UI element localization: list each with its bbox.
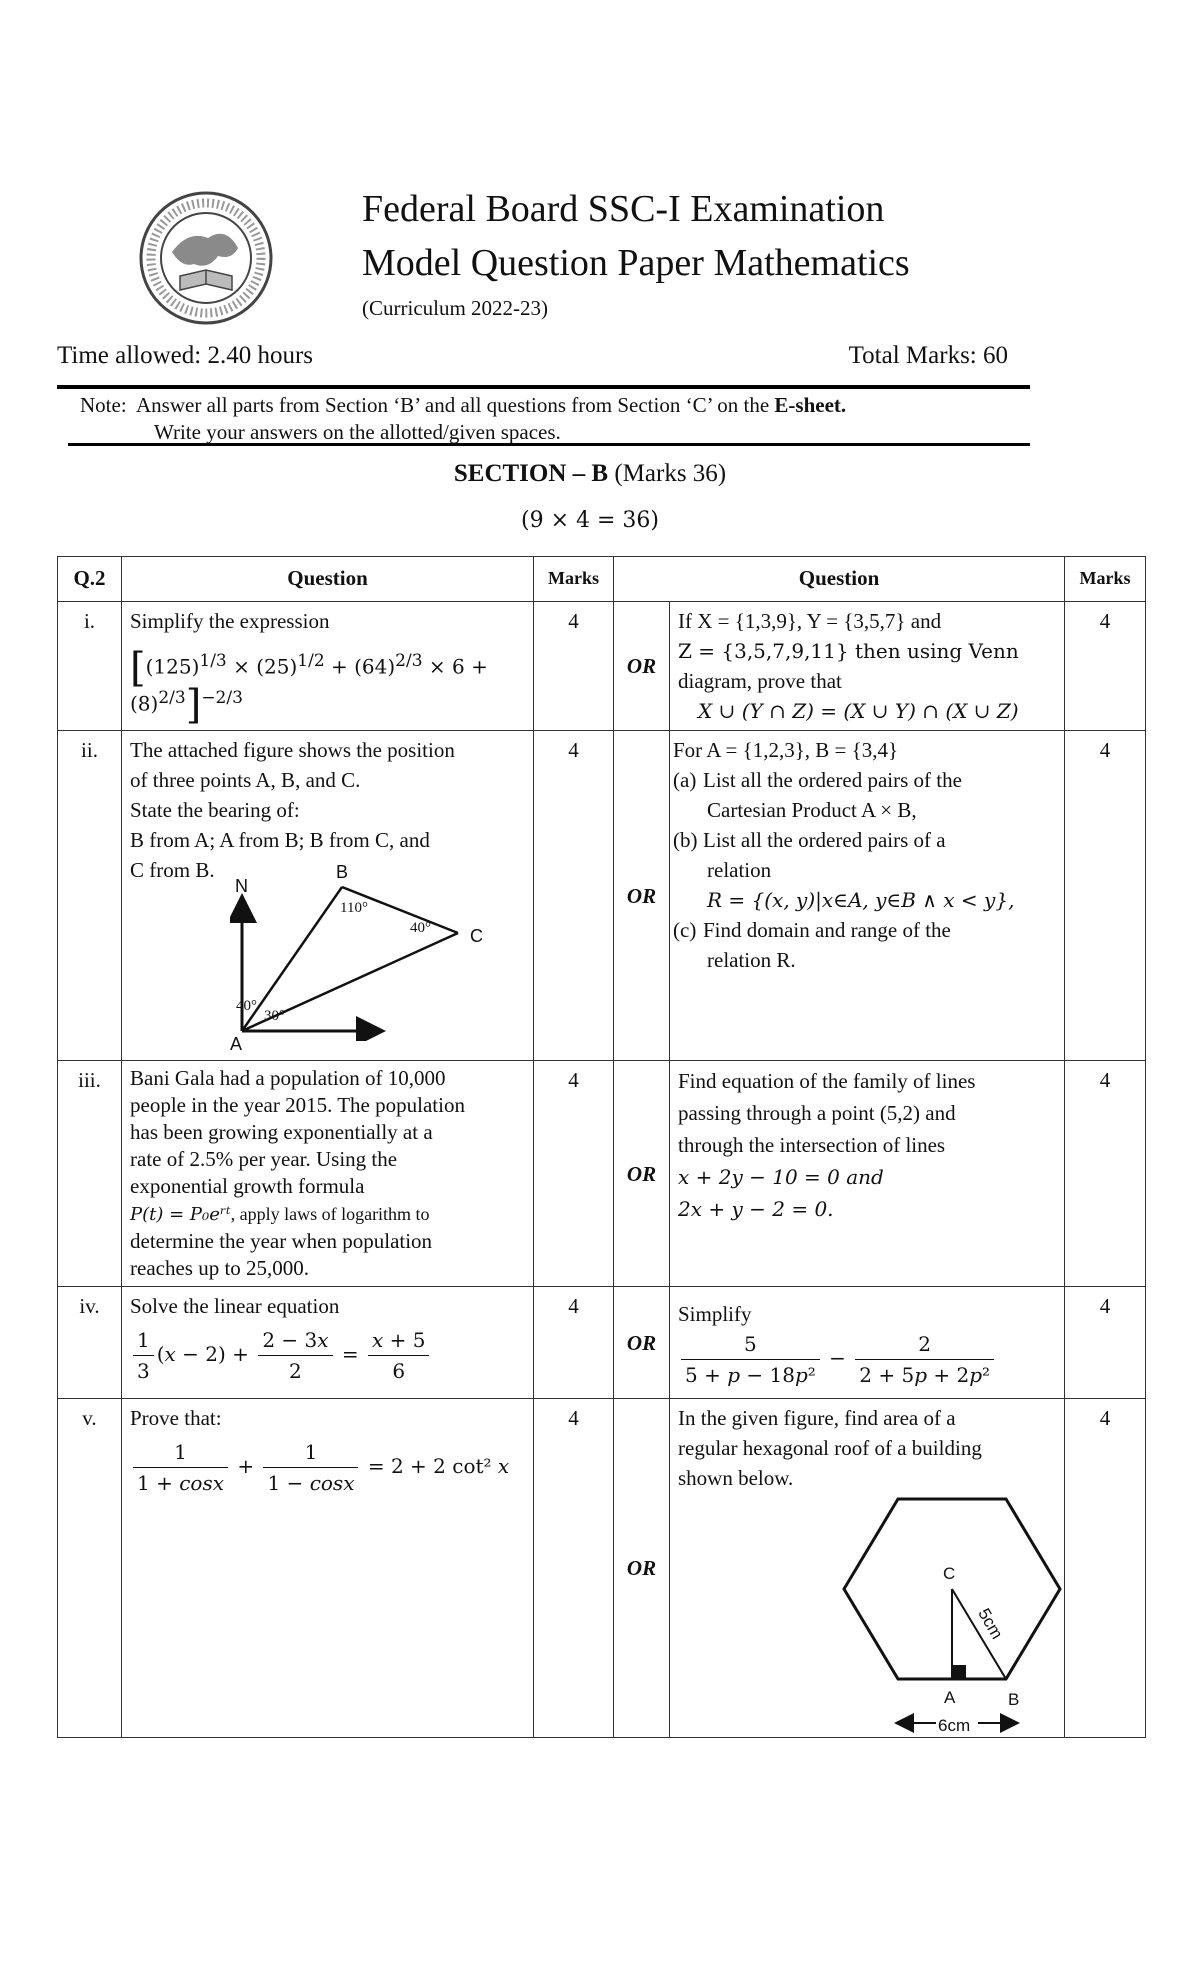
row-number: ii.: [58, 731, 122, 1061]
question-line: List all the ordered pairs of the: [703, 768, 962, 792]
question-line: through the intersection of lines: [678, 1133, 946, 1157]
or-label: OR: [614, 731, 670, 1061]
marks-cell: 4: [534, 1287, 614, 1399]
question-left: [122, 731, 534, 1061]
marks-cell: 4: [1065, 602, 1146, 731]
question-line: people in the year 2015. The population: [130, 1093, 465, 1117]
divider-top: [57, 385, 1030, 389]
question-line: 2x + y − 2 = 0.: [678, 1197, 834, 1221]
question-line: X ∪ (Y ∩ Z) = (X ∪ Y) ∩ (X ∪ Z): [698, 699, 1019, 723]
question-line: State the bearing of:: [130, 798, 300, 822]
note-prefix: Note:: [80, 393, 127, 417]
question-right: [670, 731, 1065, 1061]
question-line: determine the year when population: [130, 1229, 433, 1253]
simplify-expression: $\frac{5}{\text{5 + p − 18p²}}$ − $\frac{2}{\text{2 + 5p + 2p²}}$: [678, 1329, 1056, 1390]
question-line: , apply laws of logarithm to: [230, 1204, 430, 1224]
header-question-2: Question: [614, 557, 1065, 602]
question-line: R = {(x, y)|x∈A, y∈B ∧ x < y},: [707, 888, 1015, 912]
question-right: [670, 1287, 1065, 1399]
question-right: [670, 602, 1065, 731]
question-right: [670, 1061, 1065, 1287]
table-row: [58, 731, 1146, 1061]
trig-identity: $\frac{1}{1 + \cos x}$ + $\frac{1}{1 - \cos x}$ = 2 + 2 cot² x: [130, 1437, 525, 1498]
row-number: v.: [58, 1399, 122, 1738]
note-esheet: E-sheet.: [774, 393, 847, 417]
question-line: B from A; A from B; B from C, and: [130, 828, 430, 852]
row-number: iii.: [58, 1061, 122, 1287]
question-text: Solve the linear equation: [130, 1294, 340, 1318]
question-line: regular hexagonal roof of a building: [678, 1436, 982, 1460]
part-label: (c): [673, 918, 697, 942]
question-line: shown below.: [678, 1466, 794, 1490]
section-marks: (Marks 36): [614, 460, 727, 487]
or-label: OR: [614, 1287, 670, 1399]
table-row: [58, 1061, 1146, 1287]
note-block: [80, 392, 1030, 446]
table-row: [58, 1399, 1146, 1738]
question-line: Cartesian Product A × B,: [707, 798, 917, 822]
row-number: i.: [58, 602, 122, 731]
section-title: [0, 460, 1180, 488]
marks-cell: 4: [534, 602, 614, 731]
questions-table: [57, 556, 1146, 1738]
question-line: reaches up to 25,000.: [130, 1256, 310, 1280]
question-right: [670, 1399, 1065, 1738]
exam-title: Federal Board SSC-I Examination: [362, 188, 885, 230]
table-header: [58, 557, 1146, 602]
label-n: N: [235, 876, 248, 896]
question-left: [122, 1061, 534, 1287]
or-label: OR: [614, 602, 670, 731]
note-line2: Write your answers on the allotted/given spaces.: [154, 420, 561, 444]
label-c: C: [470, 926, 483, 946]
question-text: Simplify the expression: [130, 609, 330, 633]
question-line: The attached figure shows the position: [130, 738, 455, 762]
hex-label-a: A: [944, 1688, 956, 1707]
board-logo: [138, 190, 274, 326]
marks-cell: 4: [1065, 1061, 1146, 1287]
or-label: OR: [614, 1061, 670, 1287]
marks-cell: 4: [534, 731, 614, 1061]
question-line: Find equation of the family of lines: [678, 1069, 976, 1093]
question-text: Prove that:: [130, 1406, 222, 1430]
hex-label-slant: 5cm: [974, 1605, 1007, 1643]
or-label: OR: [614, 1399, 670, 1738]
question-line: In the given figure, find area of a: [678, 1406, 956, 1430]
question-line: passing through a point (5,2) and: [678, 1101, 956, 1125]
marks-cell: 4: [1065, 1399, 1146, 1738]
total-marks: Total Marks: 60: [848, 342, 1008, 369]
question-line: x + 2y − 10 = 0 and: [678, 1165, 884, 1189]
part-label: (a): [673, 768, 697, 792]
question-line: exponential growth formula: [130, 1174, 365, 1198]
header-marks-2: Marks: [1065, 557, 1146, 602]
note-line1: Answer all parts from Section ‘B’ and all questions from Section ‘C’ on the: [136, 393, 770, 417]
divider-bottom: [68, 443, 1030, 446]
expression: $[(125)^{1/3} \times (25)^{1/2} + (64)^{2/3} \times 6 + (8)^{2/3}]^{-2/3}$: [130, 645, 488, 729]
question-line: Bani Gala had a population of 10,000: [130, 1066, 446, 1090]
linear-equation: $\frac{1}{3}$ (x − 2) + $\frac{2 - 3x}{2}$ = $\frac{x + 5}{6}$: [130, 1325, 525, 1386]
question-line: C from B.: [130, 858, 215, 882]
marks-cell: 4: [1065, 1287, 1146, 1399]
bearing-figure: [230, 851, 530, 1054]
question-line: Find domain and range of the: [703, 918, 951, 942]
question-line: Z = {3,5,7,9,11} then using Venn: [678, 639, 1019, 663]
question-left: [122, 1399, 534, 1738]
hex-label-c: C: [943, 1564, 956, 1583]
question-text: Simplify: [678, 1302, 752, 1326]
row-number: iv.: [58, 1287, 122, 1399]
label-a: A: [230, 1034, 243, 1054]
paper-title: Model Question Paper Mathematics: [362, 242, 910, 284]
question-line: relation: [707, 858, 772, 882]
angle-30: 30°: [264, 1008, 285, 1024]
question-line: relation R.: [707, 948, 796, 972]
question-line: For A = {1,2,3}, B = {3,4}: [673, 738, 899, 762]
angle-110: 110°: [340, 900, 368, 916]
question-line: rate of 2.5% per year. Using the: [130, 1147, 398, 1171]
table-row: [58, 1287, 1146, 1399]
question-left: [122, 1287, 534, 1399]
marks-cell: 4: [534, 1061, 614, 1287]
question-line: of three points A, B, and C.: [130, 768, 361, 792]
angle-40-a: 40°: [236, 998, 257, 1014]
table-row: [58, 602, 1146, 731]
question-left: [122, 602, 534, 731]
time-allowed: Time allowed: 2.40 hours: [57, 342, 314, 369]
hexagon-figure: [838, 1497, 1078, 1733]
hex-label-base: 6cm: [938, 1716, 971, 1735]
header-marks: Marks: [534, 557, 614, 602]
angle-40-c: 40°: [410, 920, 431, 936]
marks-cell: 4: [534, 1399, 614, 1738]
header-question: Question: [122, 557, 534, 602]
section-formula: (9 × 4 = 36): [521, 508, 659, 533]
hex-label-b: B: [1008, 1690, 1020, 1709]
question-line: List all the ordered pairs of a: [703, 828, 946, 852]
curriculum-label: (Curriculum 2022-23): [362, 296, 549, 320]
part-label: (b): [673, 828, 698, 852]
marks-cell: 4: [1065, 731, 1146, 1061]
label-b: B: [336, 862, 349, 882]
section-name: SECTION – B: [453, 460, 609, 487]
question-line: has been growing exponentially at a: [130, 1120, 433, 1144]
question-line: diagram, prove that: [678, 669, 842, 693]
growth-formula: P(t) = P₀eʳᵗ: [130, 1204, 231, 1225]
question-line: If X = {1,3,9}, Y = {3,5,7} and: [678, 609, 942, 633]
header-q: Q.2: [58, 557, 122, 602]
